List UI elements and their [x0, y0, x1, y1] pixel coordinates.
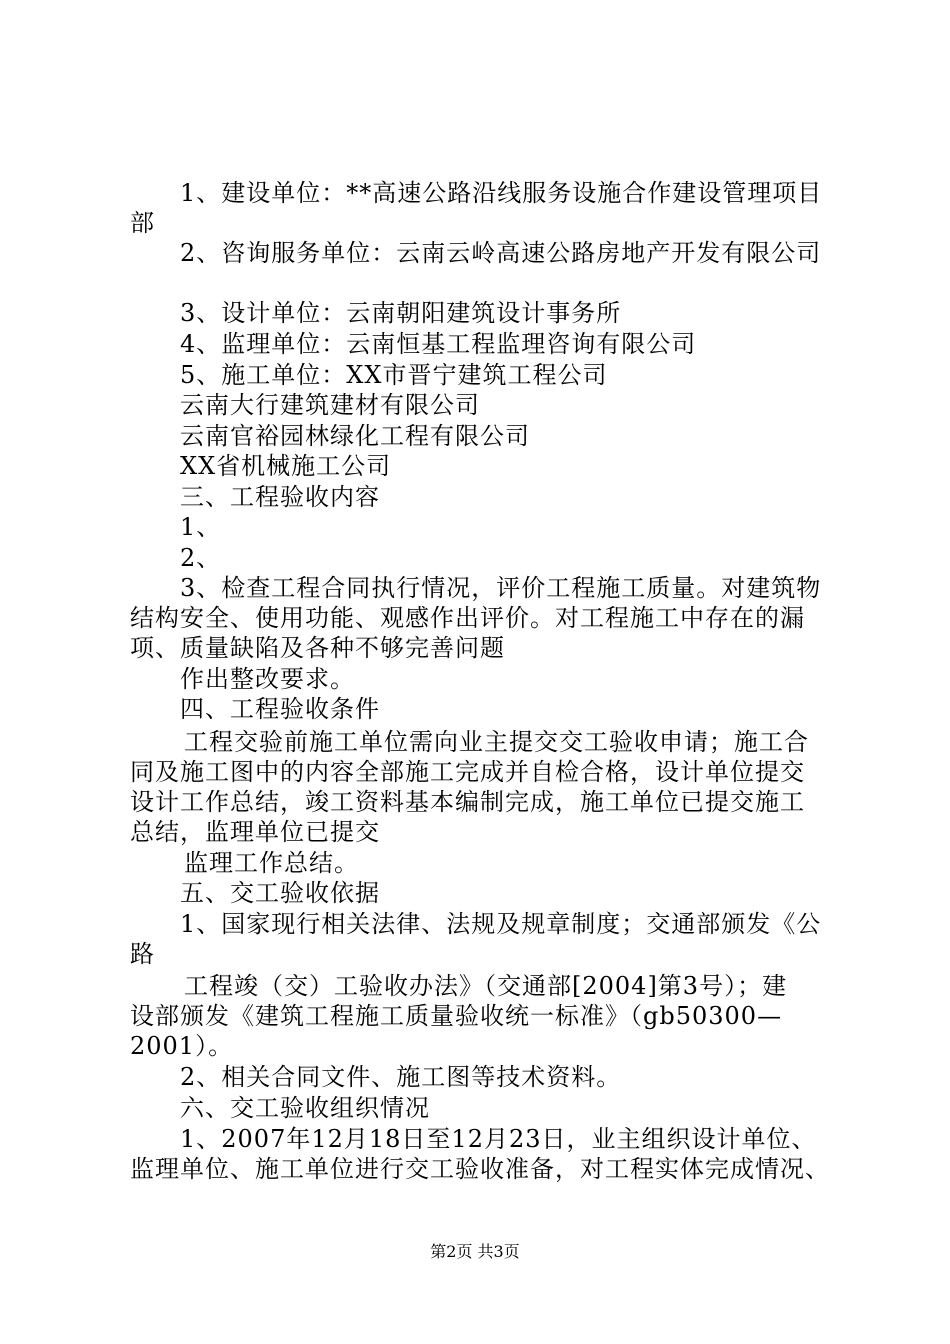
text-line: 监理工作总结。	[184, 849, 359, 877]
text-line: 2001）。	[130, 1032, 234, 1060]
text-line: 2、	[180, 544, 222, 572]
text-line: 设计工作总结，竣工资料基本编制完成，施工单位已提交施工	[130, 788, 805, 816]
text-line: XX省机械施工公司	[180, 452, 392, 480]
text-line: 结构安全、使用功能、观感作出评价。对工程施工中存在的漏	[130, 604, 805, 632]
section-heading: 六、交工验收组织情况	[180, 1094, 430, 1122]
text-line: 部	[130, 209, 155, 237]
section-heading: 三、工程验收内容	[180, 483, 380, 511]
section-heading: 四、工程验收条件	[180, 695, 380, 723]
text-line: 设部颁发《建筑工程施工质量验收统一标准》（gb50300—	[130, 1002, 783, 1030]
text-line: 工程交验前施工单位需向业主提交交工验收申请；施工合	[184, 728, 809, 756]
text-line: 总结，监理单位已提交	[130, 818, 380, 846]
text-line: 项、质量缺陷及各种不够完善问题	[130, 634, 505, 662]
text-line: 同及施工图中的内容全部施工完成并自检合格，设计单位提交	[130, 758, 805, 786]
text-line: 1、2007年12月18日至12月23日，业主组织设计单位、	[180, 1125, 817, 1153]
text-line: 2、咨询服务单位：云南云岭高速公路房地产开发有限公司	[180, 239, 822, 267]
text-line: 5、施工单位：XX市晋宁建筑工程公司	[180, 361, 608, 389]
text-line: 4、监理单位：云南恒基工程监理咨询有限公司	[180, 330, 697, 358]
text-line: 监理单位、施工单位进行交工验收准备，对工程实体完成情况、	[130, 1155, 830, 1183]
text-line: 作出整改要求。	[180, 665, 355, 693]
text-line: 3、检查工程合同执行情况，评价工程施工质量。对建筑物	[180, 574, 822, 602]
text-line: 1、建设单位：**高速公路沿线服务设施合作建设管理项目	[180, 179, 823, 207]
text-line: 云南官裕园林绿化工程有限公司	[180, 422, 530, 450]
text-line: 3、设计单位：云南朝阳建筑设计事务所	[180, 299, 622, 327]
text-line: 路	[130, 940, 155, 968]
section-heading: 五、交工验收依据	[180, 879, 380, 907]
text-line: 1、国家现行相关法律、法规及规章制度；交通部颁发《公	[180, 910, 822, 938]
text-line: 2、相关合同文件、施工图等技术资料。	[180, 1063, 622, 1091]
text-line: 1、	[180, 513, 222, 541]
text-line: 工程竣（交）工验收办法》（交通部[2004]第3号）；建	[184, 972, 788, 1000]
text-line: 云南大行建筑建材有限公司	[180, 391, 480, 419]
page-number-footer: 第2页 共3页	[430, 1242, 520, 1261]
